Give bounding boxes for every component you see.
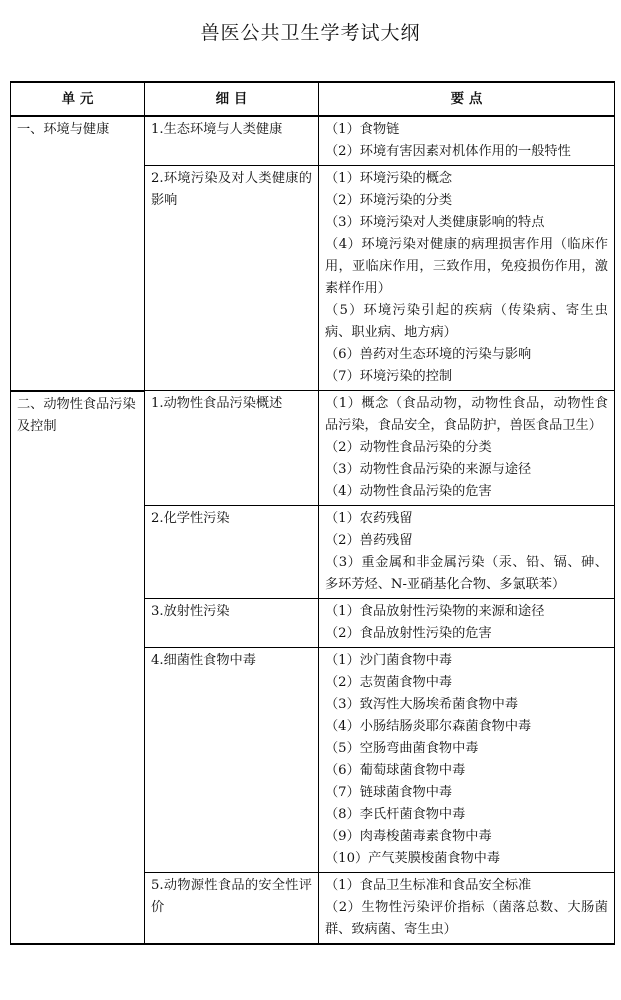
point-item: （2）食品放射性污染的危害	[325, 626, 492, 641]
points-cell	[319, 648, 615, 873]
point-item: （2）环境有害因素对机体作用的一般特性	[325, 144, 571, 159]
unit-cell: 二、动物性食品污染及控制	[11, 391, 145, 945]
points-cell	[319, 116, 615, 166]
detail-cell: 3.放射性污染	[145, 599, 319, 648]
syllabus-table	[10, 81, 615, 945]
detail-cell: 2.环境污染及对人类健康的影响	[145, 166, 319, 391]
point-item: （2）兽药残留	[325, 533, 413, 548]
header-unit: 单 元	[11, 82, 145, 116]
table-row	[11, 116, 615, 166]
point-item: （2）动物性食品污染的分类	[325, 440, 492, 455]
point-item: （1）环境污染的概念	[325, 171, 453, 186]
point-item: （2）志贺菌食物中毒	[325, 675, 453, 690]
point-item: （1）沙门菌食物中毒	[325, 653, 453, 668]
detail-cell: 1.生态环境与人类健康	[145, 116, 319, 166]
point-item: （1）食品卫生标准和食品安全标准	[325, 878, 532, 893]
point-item: （8）李氏杆菌食物中毒	[325, 807, 466, 822]
detail-cell: 1.动物性食品污染概述	[145, 391, 319, 506]
point-item: （1）食物链	[325, 122, 400, 137]
detail-cell: 5.动物源性食品的安全性评价	[145, 873, 319, 945]
point-item: （3）致泻性大肠埃希菌食物中毒	[325, 697, 519, 712]
point-item: （6）兽药对生态环境的污染与影响	[325, 347, 532, 362]
point-item: （2）生物性污染评价指标（菌落总数、大肠菌群、致病菌、寄生虫）	[325, 900, 608, 937]
point-item: （7）链球菌食物中毒	[325, 785, 453, 800]
unit-cell: 一、环境与健康	[11, 116, 145, 391]
point-item: （1）食品放射性污染物的来源和途径	[325, 604, 545, 619]
header-points: 要 点	[319, 82, 615, 116]
detail-cell: 4.细菌性食物中毒	[145, 648, 319, 873]
point-item: （3）动物性食品污染的来源与途径	[325, 462, 532, 477]
points-cell	[319, 166, 615, 391]
points-cell	[319, 599, 615, 648]
point-item: （5）环境污染引起的疾病（传染病、寄生虫病、职业病、地方病）	[325, 303, 608, 340]
document-title: 兽医公共卫生学考试大纲	[200, 22, 421, 44]
point-item: （3）重金属和非金属污染（汞、铅、镉、砷、多环芳烃、N-亚硝基化合物、多氯联苯）	[325, 555, 608, 592]
points-cell	[319, 506, 615, 599]
table-row	[11, 391, 615, 506]
points-cell	[319, 391, 615, 506]
point-item: （2）环境污染的分类	[325, 193, 453, 208]
point-item: （6）葡萄球菌食物中毒	[325, 763, 466, 778]
header-detail: 细 目	[145, 82, 319, 116]
point-item: （9）肉毒梭菌毒素食物中毒	[325, 829, 492, 844]
header-row	[11, 82, 615, 116]
point-item: （1）概念（食品动物，动物性食品，动物性食品污染，食品安全，食品防护，兽医食品卫生）	[325, 396, 608, 433]
point-item: （4）动物性食品污染的危害	[325, 484, 492, 499]
points-cell	[319, 873, 615, 945]
point-item: （3）环境污染对人类健康影响的特点	[325, 215, 545, 230]
point-item: （1）农药残留	[325, 511, 413, 526]
point-item: （7）环境污染的控制	[325, 369, 453, 384]
point-item: （4）环境污染对健康的病理损害作用（临床作用，亚临床作用，三致作用，免疫损伤作用，激素样作用）	[325, 237, 608, 296]
detail-cell: 2.化学性污染	[145, 506, 319, 599]
point-item: （4）小肠结肠炎耶尔森菌食物中毒	[325, 719, 532, 734]
point-item: （5）空肠弯曲菌食物中毒	[325, 741, 479, 756]
point-item: （10）产气荚膜梭菌食物中毒	[325, 851, 501, 866]
